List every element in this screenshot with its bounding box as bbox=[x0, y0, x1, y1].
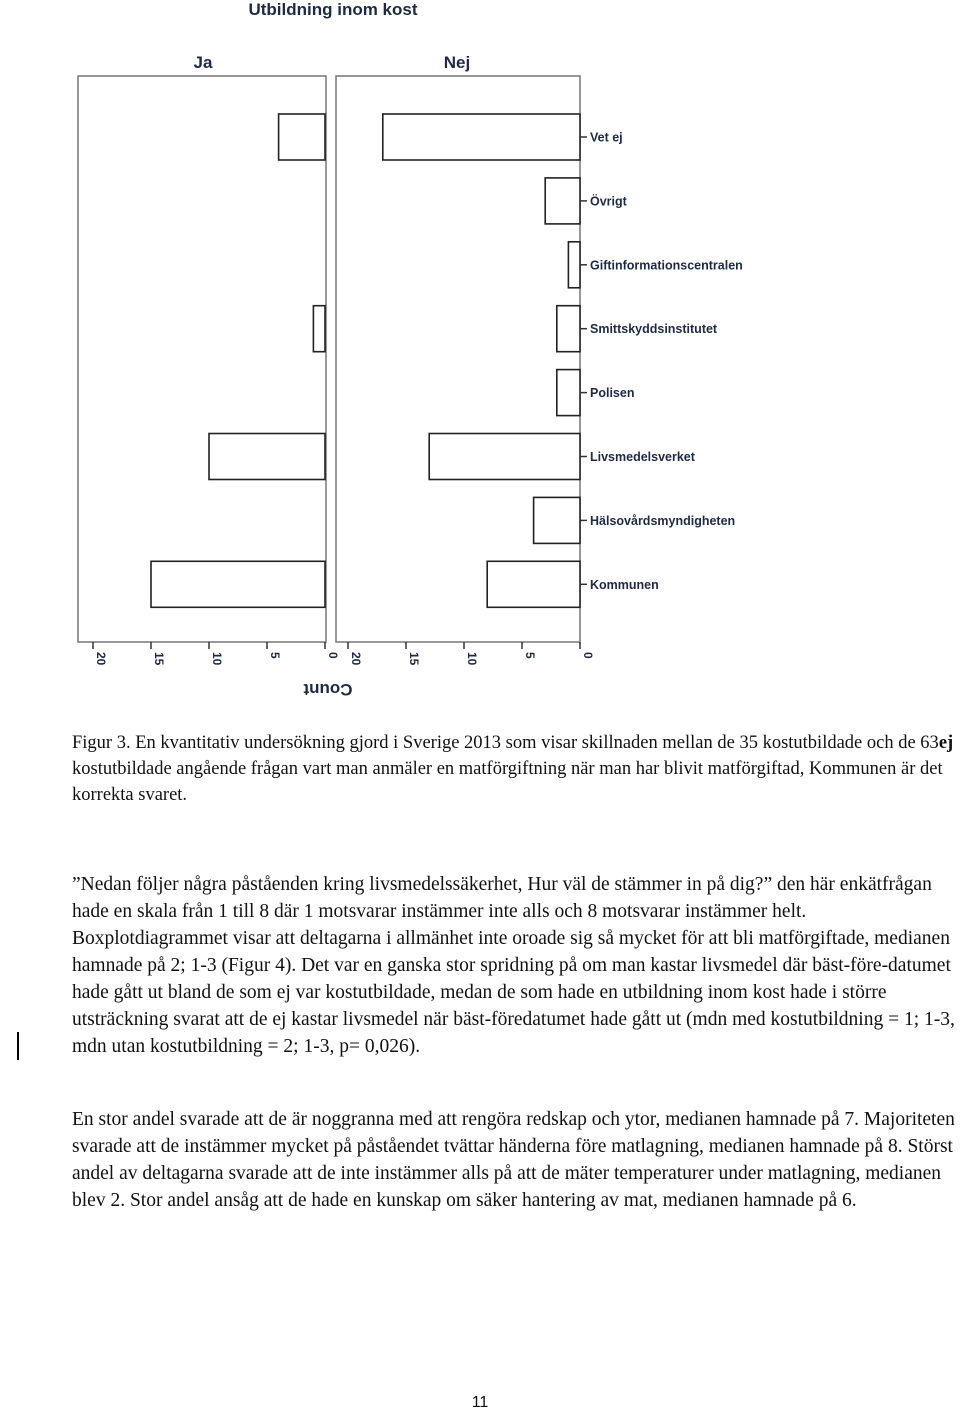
bar-chart-figure bbox=[0, 0, 960, 700]
bar-nej-1 bbox=[383, 114, 580, 160]
category-label-4: Smittskyddsinstitutet bbox=[590, 322, 718, 337]
category-label-3: Giftinformationscentralen bbox=[590, 258, 743, 273]
x-tick-label-ja-0: 20 bbox=[94, 652, 108, 666]
x-tick-label-nej-2: 10 bbox=[465, 652, 479, 666]
bar-ja-6 bbox=[209, 434, 325, 480]
x-tick-label-ja-3: 5 bbox=[268, 652, 282, 659]
x-tick-label-nej-0: 20 bbox=[349, 652, 363, 666]
caption-text-start: Figur 3. En kvantitativ undersökning gjord i Sverige 2013 som visar skillnaden mellan de 35 kostutbildade och de 63 bbox=[72, 733, 939, 753]
bar-nej-7 bbox=[534, 497, 580, 543]
bar-nej-2 bbox=[545, 178, 580, 224]
change-bar bbox=[17, 1032, 19, 1060]
category-tick-group bbox=[580, 137, 587, 584]
bar-nej-4 bbox=[557, 306, 580, 352]
category-label-7: Hälsovårdsmyndigheten bbox=[590, 513, 736, 528]
caption-text-end: kostutbildade angående frågan vart man anmäler en matförgiftning när man har blivit matförgiftad, Kommunen är det korrekta svaret. bbox=[72, 759, 943, 805]
body-paragraph-1: ”Nedan följer några påståenden kring livsmedelssäkerhet, Hur väl de stämmer in på dig?” den här enkätfrågan hade en skala från 1 till 8 där 1 motsvarar instämmer inte alls och 8 motsvarar instämmer helt. Boxplotdiagrammet visar att deltagarna i allmänhet inte oroade sig så mycket för att bli matförgiftade, medianen hamnade på 2; 1-3 (Figur 4). Det var en ganska stor spridning på om man kastar livsmedel där bäst-före-datumet hade gått ut bland de som ej var kostutbildade, medan de som hade en utbildning inom kost hade i större utsträckning svarat att de ej kastar livsmedel när bäst-föredatumet hade gått ut (mdn med kostutbildning = 1; 1-3, mdn utan kostutbildning = 2; 1-3, p= 0,026). bbox=[72, 874, 955, 1057]
body-paragraph-2: En stor andel svarade att de är noggranna med att rengöra redskap och ytor, medianen hamnade på 7. Majoriteten svarade att de instämmer mycket på påståendet tvättar händerna före matlagning, medianen hamnade på 8. Störst andel av deltagarna svarade att de inte instämmer alls på att de mäter temperaturer under matlagning, medianen blev 2. Stor andel ansåg att de hade en kunskap om säker hantering av mat, medianen hamnade på 6. bbox=[72, 1109, 955, 1211]
category-label-5: Polisen bbox=[590, 386, 635, 401]
panel-label-nej: Nej bbox=[443, 53, 471, 72]
bar-nej-3 bbox=[568, 242, 580, 288]
caption-emphasis: ej bbox=[938, 733, 954, 753]
x-tick-label-nej-1: 15 bbox=[407, 652, 421, 666]
bar-nej-5 bbox=[557, 370, 580, 416]
x-tick-label-nej-3: 5 bbox=[523, 652, 537, 659]
x-tick-label-nej-4: 0 bbox=[581, 652, 595, 659]
panel-label-ja: Ja bbox=[193, 53, 213, 72]
category-label-1: Vet ej bbox=[590, 130, 623, 145]
bar-nej-6 bbox=[429, 434, 580, 480]
bar-nej-8 bbox=[487, 561, 580, 607]
x-tick-label-ja-1: 15 bbox=[152, 652, 166, 666]
category-label-6: Livsmedelsverket bbox=[590, 450, 695, 464]
page-number: 11 bbox=[471, 1394, 489, 1411]
x-tick-group bbox=[93, 642, 595, 666]
x-axis-title: Count bbox=[303, 680, 353, 699]
x-tick-label-ja-2: 10 bbox=[210, 652, 224, 666]
category-label-group bbox=[590, 131, 743, 592]
x-tick-label-ja-4: 0 bbox=[326, 652, 340, 659]
bar-ja-4 bbox=[313, 306, 325, 352]
category-label-8: Kommunen bbox=[590, 577, 659, 592]
figure-caption bbox=[72, 730, 960, 808]
chart-title: Utbildning inom kost bbox=[248, 0, 418, 19]
panel-frame-nej bbox=[336, 76, 580, 642]
bar-ja-8 bbox=[151, 561, 325, 607]
bar-ja-1 bbox=[279, 114, 325, 160]
panel-frame-ja bbox=[78, 76, 326, 642]
category-label-2: Övrigt bbox=[590, 194, 627, 209]
